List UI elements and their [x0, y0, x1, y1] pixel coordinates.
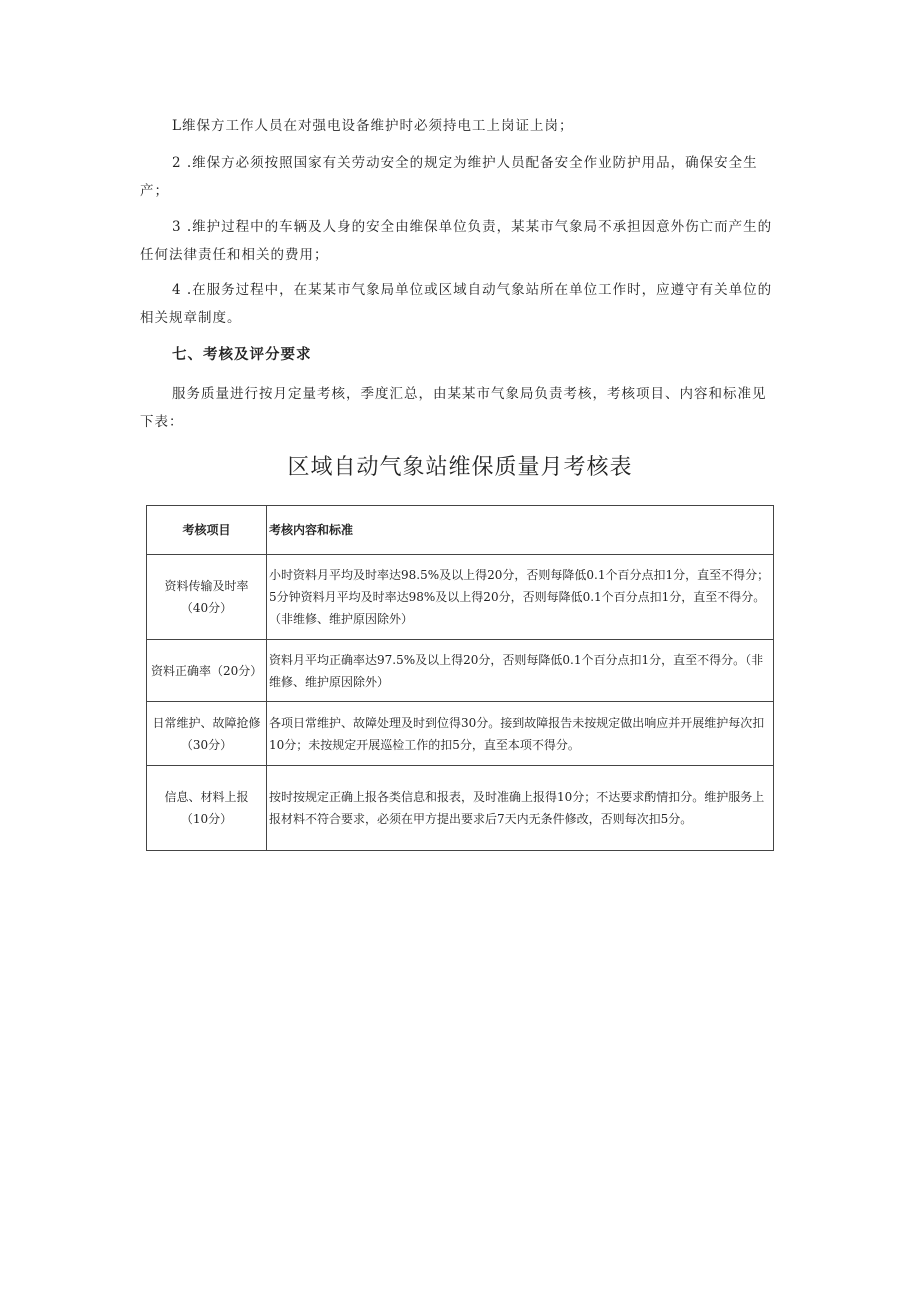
row-content: 各项日常维护、故障处理及时到位得30分。接到故障报告未按规定做出响应并开展维护每次扣10分；未按规定开展巡检工作的扣5分，直至本项不得分。: [267, 702, 774, 766]
row-item: 资料传输及时率（40分）: [147, 555, 267, 640]
header-item: 考核项目: [147, 506, 267, 555]
row-content: 按时按规定正确上报各类信息和报表，及时准确上报得10分；不达要求酌情扣分。维护服务上报材料不符合要求，必须在甲方提出要求后7天内无条件修改，否则每次扣5分。: [267, 766, 774, 851]
table-row: [147, 640, 774, 702]
table-row: [147, 702, 774, 766]
header-content: 考核内容和标准: [267, 506, 774, 555]
table-header-row: [147, 506, 774, 555]
section-intro: 服务质量进行按月定量考核，季度汇总，由某某市气象局负责考核，考核项目、内容和标准见下表：: [140, 386, 767, 430]
assessment-table: [146, 505, 774, 851]
table-row: [147, 555, 774, 640]
table-title: 区域自动气象站维保质量月考核表: [287, 455, 633, 480]
paragraph-4: 4 .在服务过程中，在某某市气象局单位或区域自动气象站所在单位工作时，应遵守有关单位的相关规章制度。: [140, 282, 773, 326]
table-row: [147, 766, 774, 851]
paragraph-2: 2 .维保方必须按照国家有关劳动安全的规定为维护人员配备安全作业防护用品，确保安全生产；: [140, 155, 758, 199]
paragraph-3: 3 .维护过程中的车辆及人身的安全由维保单位负责，某某市气象局不承担因意外伤亡而产生的任何法律责任和相关的费用；: [140, 219, 773, 263]
row-content: 资料月平均正确率达97.5%及以上得20分，否则每降低0.1个百分点扣1分，直至不得分。（非维修、维护原因除外）: [267, 640, 774, 702]
row-content: 小时资料月平均及时率达98.5%及以上得20分，否则每降低0.1个百分点扣1分，直至不得分；5分钟资料月平均及时率达98%及以上得20分，否则每降低0.1个百分点扣1分，直至不得分。（非维修、维护原因除外）: [267, 555, 774, 640]
row-item: 资料正确率（20分）: [147, 640, 267, 702]
row-item: 日常维护、故障抢修（30分）: [147, 702, 267, 766]
row-item: 信息、材料上报（10分）: [147, 766, 267, 851]
paragraph-1: L维保方工作人员在对强电设备维护时必须持电工上岗证上岗；: [172, 118, 574, 134]
section-heading: 七、考核及评分要求: [172, 347, 312, 363]
